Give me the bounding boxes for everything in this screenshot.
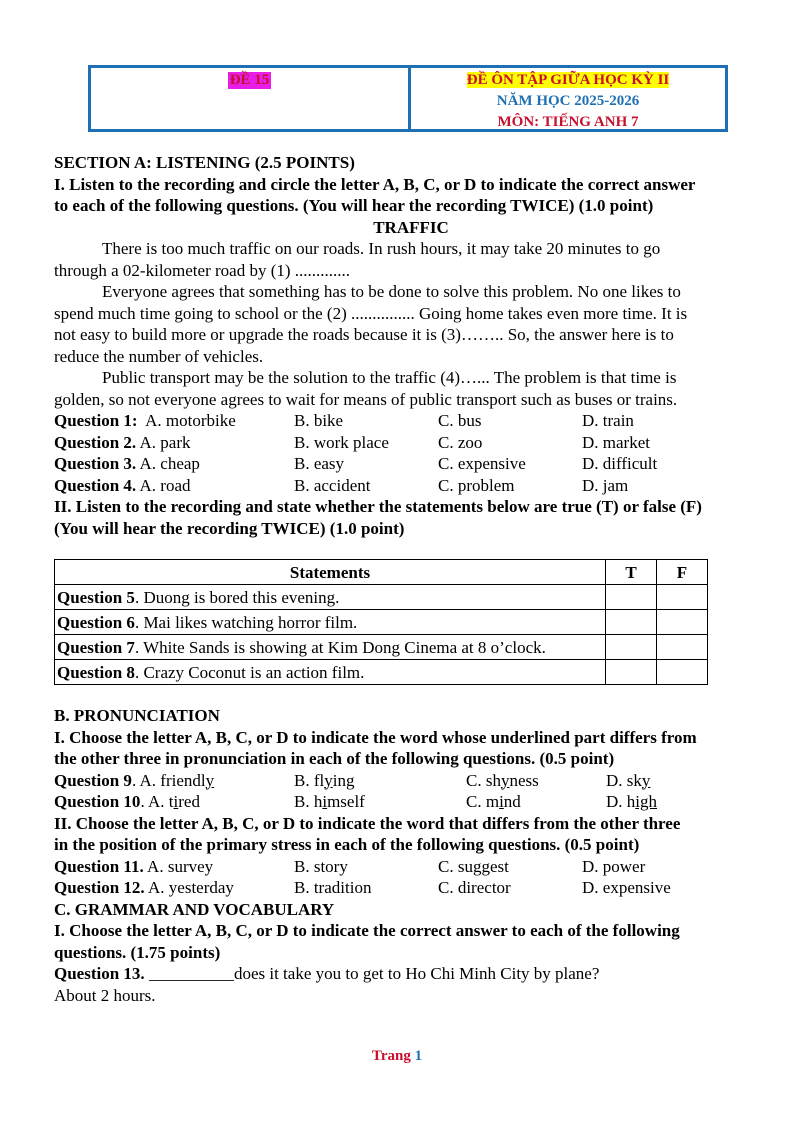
section-a-title: SECTION A: LISTENING (2.5 POINTS)	[54, 153, 355, 172]
listening-part2-instruction: II. Listen to the recording and state whether the statements below are true (T) or false (F)	[54, 497, 702, 516]
true-answer-cell[interactable]	[606, 585, 657, 610]
option-b: B. bike	[294, 411, 344, 430]
statement-text: . Mai likes watching horror film.	[134, 612, 358, 632]
question-row	[54, 856, 768, 878]
listening-part1-instruction-2: to each of the following questions. (You will hear the recording TWICE) (1.0 point)	[54, 196, 654, 215]
passage-line: through a 02-kilometer road by (1) .............	[54, 260, 351, 280]
option-d: D. expensive	[582, 878, 671, 897]
question-label: Question 11.	[54, 856, 144, 876]
question-label: Question 5	[57, 587, 135, 607]
option-c: C. director	[438, 878, 511, 897]
question-row	[54, 475, 768, 497]
option-c: C. expensive	[438, 454, 526, 473]
passage-line: spend much time going to school or the (2) ............... Going home takes even more time. It is	[54, 303, 688, 323]
statement-text: . Duong is bored this evening.	[134, 587, 340, 607]
section-b-title: B. PRONUNCIATION	[54, 706, 220, 725]
underlined-part: igh	[635, 792, 658, 811]
option-c: C. bus	[438, 411, 482, 430]
exam-title: ĐỀ ÔN TẬP GIỮA HỌC KỲ II	[466, 72, 670, 88]
exam-code: ĐỀ 15	[229, 72, 270, 88]
passage-line: reduce the number of vehicles.	[54, 346, 264, 366]
option-b-rest: ing	[332, 770, 355, 790]
true-answer-cell[interactable]	[606, 660, 657, 685]
true-header: T	[606, 560, 657, 585]
option-d: D. market	[582, 432, 650, 452]
option-a-rest: red	[178, 792, 200, 811]
question-label: Question 8	[57, 662, 135, 682]
false-answer-cell[interactable]	[657, 635, 708, 660]
exam-body	[54, 152, 768, 1006]
question-row	[54, 453, 768, 475]
passage-line: Everyone agrees that something has to be done to solve this problem. No one likes to	[102, 282, 681, 301]
listening-part1-instruction: I. Listen to the recording and circle the letter A, B, C, or D to indicate the correct answer	[54, 174, 696, 194]
listening-part2-instruction-2: (You will hear the recording TWICE) (1.0 point)	[54, 518, 405, 538]
question-label: Question 1:	[54, 411, 138, 430]
option-b: B. accident	[294, 475, 371, 495]
option-b: B. story	[294, 856, 348, 876]
underlined-part: y	[324, 770, 333, 790]
option-d: D. train	[582, 411, 634, 430]
passage-line: Public transport may be the solution to the traffic (4)…... The problem is that time is	[102, 368, 677, 387]
question-label: Question 13.	[54, 964, 145, 983]
section-c-title: C. GRAMMAR AND VOCABULARY	[54, 899, 335, 919]
option-c-rest: ness	[509, 770, 539, 790]
statement-cell	[55, 635, 606, 660]
stress-instruction-2: in the position of the primary stress in each of the following questions. (0.5 point)	[54, 835, 640, 854]
instruction-text: the other three in pronunciation in each of the following questions	[54, 749, 531, 768]
option-c: C. suggest	[438, 856, 509, 876]
option-c: C. sh	[466, 770, 501, 790]
table-row	[55, 585, 708, 610]
statement-cell	[55, 660, 606, 685]
false-answer-cell[interactable]	[657, 660, 708, 685]
true-answer-cell[interactable]	[606, 635, 657, 660]
question-row	[54, 877, 768, 899]
stress-instruction: II. Choose the letter A, B, C, or D to indicate the word that differs from the other three	[54, 813, 681, 833]
question-row	[54, 770, 768, 792]
option-a: A. motorbike	[145, 411, 236, 430]
option-a: A. road	[139, 475, 191, 495]
school-year: NĂM HỌC 2025-2026	[496, 93, 640, 109]
statement-cell	[55, 585, 606, 610]
option-d: D. h	[606, 792, 636, 811]
question-label: Question 12.	[54, 878, 145, 897]
option-d: D. jam	[582, 475, 629, 495]
page-word: Trang	[371, 1048, 411, 1064]
option-b: B. h	[294, 792, 323, 811]
page-footer	[0, 1048, 794, 1065]
option-d: D. difficult	[582, 454, 658, 473]
instruction-points: . (0.5 point)	[530, 749, 615, 768]
option-b: B. fl	[294, 770, 325, 790]
option-c: C. m	[466, 792, 500, 811]
option-b: B. work place	[294, 432, 389, 452]
question-text: __________does it take you to get to Ho Chi Minh City by plane?	[144, 964, 600, 983]
exam-code-cell	[91, 68, 411, 129]
question-label: Question 9	[54, 770, 132, 790]
option-a: . A. friendl	[131, 770, 206, 790]
option-a: A. park	[139, 432, 191, 452]
statement-text: . Crazy Coconut is an action film.	[134, 662, 365, 682]
table-row	[55, 635, 708, 660]
option-b: B. tradition	[294, 878, 372, 897]
question-row	[54, 791, 768, 813]
passage-line: golden, so not everyone agrees to wait for means of public transport such as buses or trains.	[54, 389, 678, 409]
question-row	[54, 432, 768, 454]
false-answer-cell[interactable]	[657, 585, 708, 610]
option-a: A. survey	[143, 856, 214, 876]
underlined-part: y	[205, 770, 215, 790]
underlined-part: y	[641, 770, 651, 790]
table-row	[55, 660, 708, 685]
false-header: F	[657, 560, 708, 585]
question-13	[54, 963, 768, 985]
question-row	[54, 410, 768, 432]
option-c-rest: nd	[503, 792, 521, 811]
question-label: Question 3.	[54, 454, 137, 473]
passage-line: There is too much traffic on our roads. In rush hours, it may take 20 minutes to go	[102, 239, 661, 258]
true-false-table	[54, 559, 708, 685]
pronunciation-part1-instruction: I. Choose the letter A, B, C, or D to indicate the word whose underlined part differs from	[54, 727, 697, 747]
underlined-part: i	[173, 792, 179, 811]
question-label: Question 10	[54, 792, 141, 811]
pronunciation-part1-instruction-2	[54, 748, 768, 770]
exam-title-cell	[411, 68, 725, 129]
exam-header-box	[88, 65, 728, 132]
option-a: . A. t	[140, 792, 174, 811]
option-c: C. problem	[438, 475, 515, 495]
table-header-row	[55, 560, 708, 585]
statement-cell	[55, 610, 606, 635]
passage-title: TRAFFIC	[373, 217, 449, 237]
option-d: D. power	[582, 856, 646, 876]
option-a: A. yesterday	[144, 878, 234, 897]
subject: MÔN: TIẾNG ANH 7	[497, 114, 639, 130]
underlined-part: i	[322, 792, 328, 811]
question-13-answer: About 2 hours.	[54, 985, 156, 1005]
option-c: C. zoo	[438, 432, 483, 452]
grammar-instruction-2: questions. (1.75 points)	[54, 942, 221, 962]
page-number: 1	[414, 1048, 423, 1064]
passage-line: not easy to build more or upgrade the roads because it is (3)…….. So, the answer here is to	[54, 325, 674, 344]
underlined-part: y	[500, 770, 510, 790]
option-b-rest: mself	[327, 792, 365, 811]
option-b: B. easy	[294, 454, 345, 473]
true-answer-cell[interactable]	[606, 610, 657, 635]
option-d: D. sk	[606, 770, 642, 790]
statements-header: Statements	[55, 560, 606, 585]
question-label: Question 7	[57, 637, 135, 657]
grammar-instruction: I. Choose the letter A, B, C, or D to indicate the correct answer to each of the following	[54, 921, 680, 940]
question-label: Question 6	[57, 612, 135, 632]
statement-text: . White Sands is showing at Kim Dong Cinema at 8 o’clock.	[134, 637, 546, 657]
question-label: Question 2.	[54, 432, 137, 452]
table-row	[55, 610, 708, 635]
option-a: A. cheap	[139, 454, 200, 473]
question-label: Question 4.	[54, 475, 137, 495]
underlined-part: i	[499, 792, 504, 811]
false-answer-cell[interactable]	[657, 610, 708, 635]
